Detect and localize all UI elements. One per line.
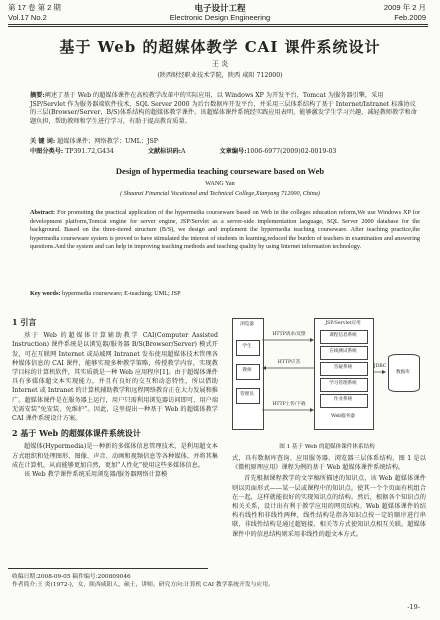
paper-title: 基于 Web 的超媒体教学 CAI 课件系统设计 (59, 38, 381, 56)
date-cn: 2009 年 2 月 (383, 3, 426, 12)
affiliation-en: ( Shaanxi Financial Vocational and Technical College,Xianyang 712000, China) (120, 190, 320, 197)
admin-label: 管理员 (240, 392, 254, 397)
http-request-label: HTTP请求/反馈 (272, 332, 306, 337)
article-value: 1006-6977(2009)02-0019-03 (246, 148, 337, 155)
module-3-label: 答疑系统 (333, 365, 353, 370)
header-rule (8, 24, 428, 25)
received-date: 收稿日期:2008-09-05 稿件编号:200809046 (12, 574, 131, 580)
classification-line (30, 148, 420, 157)
keywords-cn (30, 138, 420, 147)
browser-label: 浏览器 (240, 322, 254, 327)
keywords-en (30, 290, 420, 299)
page-number: -19- (407, 603, 420, 611)
section-2-title: 2 基于 Web 的超媒体课件系统设计 (12, 428, 141, 439)
left-column (12, 318, 218, 479)
clc-value: TP391.72,G434 (65, 148, 114, 155)
affiliation-cn: (陕西财经职业技术学院，陕西 咸阳 712000) (157, 72, 283, 79)
section-2-text: 超媒体(Hypermedia)是一种新的多媒体信息管理技术，是利用超文本方式组织和处理图形、图像、声音、动画和视频信息等各种媒体，并将其集成在计算机，从而能够更加自然，更加“人性化”使用这些多媒体信息。 (12, 443, 218, 469)
section-2-text-2: 该 Web 教学课件系统采用浏览器/服务器网络计算模 (24, 471, 168, 479)
keywords-en-label: Key words: (30, 290, 61, 297)
learner-label: 学生 (242, 344, 252, 349)
http-response-label: HTTP应答 (277, 360, 301, 365)
abstract-cn (30, 92, 420, 126)
footnote (12, 573, 428, 589)
jdbc-label: JDBC (373, 364, 387, 369)
keywords-en-text: hypermedia courseware; E-teaching; UML; JSP (61, 290, 181, 297)
keywords-text: 超媒体课件；网络教学；UML；JSP (57, 138, 158, 145)
journal-cn: 电子设计工程 (194, 3, 246, 13)
right-column-intro: 式，具有数据库查询、应用服务器、浏览器三层体系结构，图 1 是以《微机原理应用》课程为例的基于 Web 超媒体课件系统结构。 (232, 455, 426, 472)
article-label: 文章编号: (219, 148, 247, 155)
right-column-text-2: 首先根据课程教学的文字稿所描述的知识点，该 Web 超媒体课件则以页面形式——某一层或课程中的知识点。使其一个个页面有机组合在一起，这样就能很好的实现知识点的结构。然后，根据各个知识点的相关关系，设计出有利于教学应用的网页结构。Web 超媒体课件的结构有线性和非线性两种，线性结构是指各知识点按一定的顺序进行串联，非线性结构是通过超链接、相关等方式使知识点相互关联。超媒体课件中的信息结构则采用非线性的超文本方式。 (232, 475, 426, 538)
abstract-en-text: For promoting the practical application of the hypermedia courseware based on Web in the colleges education reform,We use Windows XP for development platform,Tomcat engine for server engine, JSP/Servlet as a server-side implementation language, SQL Server 2000 database for the background. Based on the three-tiered structure (B/S), we design and implement the hypermedia teaching courseware. After teaching practice,the hypermedia courseware system is proved to have stimulated the interest of students in learning,reduced the burden of teachers in examination and answering questions.And the system and can help in improving teaching methods and teaching quality by using Internet information technology. (30, 209, 421, 251)
architecture-figure (232, 310, 422, 437)
volume-cn: 第 17 卷 第 2 期 (8, 3, 61, 12)
abstract-text: 阐述了基于 Web 的超媒体课件在高校教学改革中的实际应用，以 Windows XP 为开发平台，Tomcat 为服务器引擎，采用 JSP/Servlet 作为服务器端软件技术，SQL Server 2000 为后台数据库开发平台，并采用三层体系结构了基于 Internet/Intranet 标准协议的三层(Browser/Server，B/S)体系结构的超媒体教学课件。该超媒体课件系统经实践应用表明，能够激发学生学习兴趣，减轻教师教学和命题负担，帮助教师和学生进行学习，有助于提高教育质量。 (30, 92, 417, 125)
teacher-label: 教师 (242, 368, 252, 373)
date-en: Feb.2009 (394, 13, 426, 22)
abstract-label: 摘要: (30, 92, 45, 99)
author-cn: 王 炎 (211, 60, 229, 68)
keywords-label: 关 键 词: (30, 138, 56, 145)
module-2-label: 在线测试系统 (329, 349, 357, 354)
abstract-en (30, 209, 420, 252)
module-4-label: 学习管理系统 (329, 381, 357, 386)
footnote-rule (8, 568, 208, 569)
header-date (384, 3, 426, 23)
database-label: 数据库 (396, 370, 410, 375)
author-en: WANG Yan (205, 180, 235, 187)
upload-label: HTTP上传/下载 (272, 402, 306, 407)
journal-en: Electronic Design Engineering (169, 13, 271, 22)
section-1-text: 基于 Web 的超媒体计算辅助教学 CAI(Computer Assisted Instruction) 课件系统是以浏览器/服务器 B/S(Browser/Server) 模式开发，可在互联网 Internet 或局域网 Intranet 发布使用超媒体技术管理各种媒体信息的 CAI 课件，能够实现多种教学策略，传授教学内容，实现教学目标的计算机软件，其实质就是一种 Web 应用程序[1]。由于超媒体课件具有多媒体超文本实现能力，并且有良好的交互和动态特性，所以借助 Internet 或 Intranet 的计算机辅助教学和远程网络教育正在大力发展和推广。超媒体课件是在服务器上运行，用户只需利用浏览器访问即可，用户端无需安装“免安装、免维护”。因此，这里提出一种基于 Web 的超媒体教学 CAI 课件系统设计方案。 (12, 332, 218, 423)
section-1-title: 1 引言 (12, 317, 37, 327)
jsp-label: JSP/Servlet应用 (325, 321, 361, 326)
author-bio: 作者简介:王 炎(1972-)，女，陕西咸阳人，硕士，讲师。研究方向:计算机 CAI 教学系统开发与应用。 (12, 582, 274, 588)
right-column-bottom (232, 454, 426, 539)
doc-value: A (181, 148, 186, 155)
paper-title-en: Design of hypermedia teaching courseware based on Web (115, 166, 325, 176)
module-1-label: 课程信息系统 (329, 333, 357, 338)
page-header (0, 0, 440, 26)
doc-label: 文献标识码: (147, 148, 182, 155)
server-label: Web服务器 (331, 414, 355, 419)
volume-en: Vol.17 No.2 (8, 13, 47, 22)
clc-label: 中图分类号: (30, 148, 64, 155)
abstract-en-label: Abstract: (30, 209, 56, 216)
header-rule-2 (8, 26, 428, 27)
figure-caption: 图 1 基于 Web 的超媒体课件体系结构 (279, 444, 375, 450)
header-journal (0, 3, 440, 23)
module-5-label: 作业系统 (333, 397, 353, 402)
